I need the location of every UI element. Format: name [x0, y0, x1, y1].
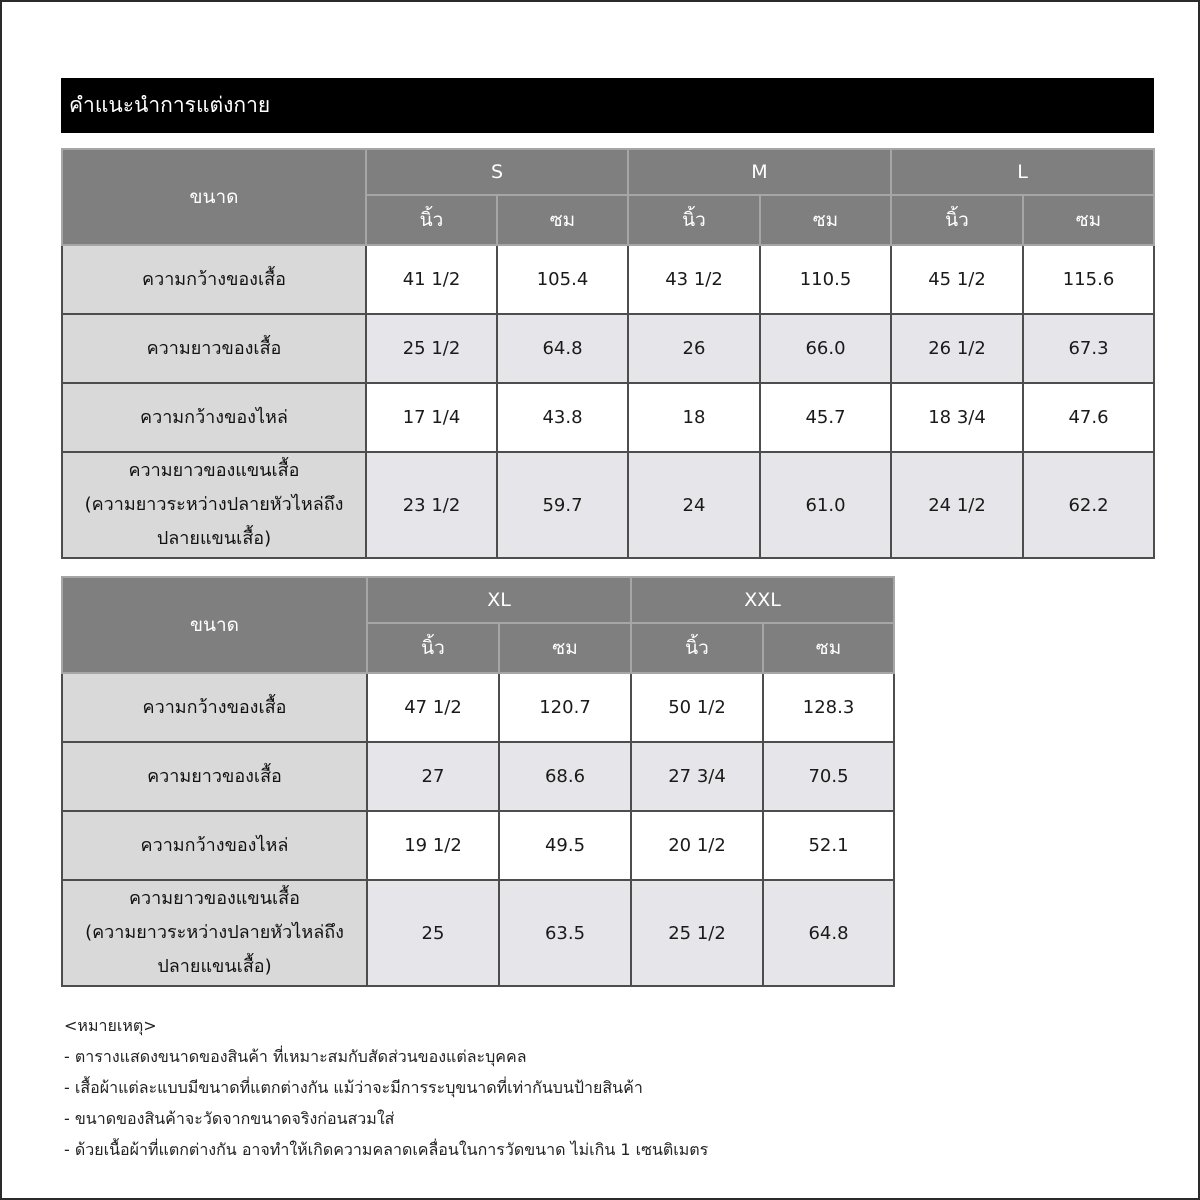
- row-label-shoulder-width: ความกว้างของไหล่: [62, 811, 367, 880]
- row-label-body-length: ความยาวของเสื้อ: [62, 742, 367, 811]
- value-cell: 120.7: [499, 673, 631, 742]
- page-title: คำแนะนำการแต่งกาย: [61, 78, 1154, 133]
- value-cell: 68.6: [499, 742, 631, 811]
- value-cell: 23 1/2: [366, 452, 497, 558]
- notes-heading: <หมายเหตุ>: [64, 1016, 157, 1035]
- table-row: [62, 452, 1154, 558]
- table-row: [62, 383, 1154, 452]
- size-table-s-m-l: [61, 148, 1155, 559]
- size-m-header: M: [628, 149, 891, 195]
- notes-section: [64, 1010, 708, 1165]
- note-item: - ขนาดของสินค้าจะวัดจากขนาดจริงก่อนสวมใส่: [64, 1109, 395, 1128]
- unit-inch-header: นิ้ว: [631, 623, 763, 673]
- row-label-sleeve-length: ความยาวของแขนเสื้อ (ความยาวระหว่างปลายหัวไหล่ถึง ปลายแขนเสื้อ): [62, 452, 366, 558]
- row-label-chest-width: ความกว้างของเสื้อ: [62, 245, 366, 314]
- value-cell: 25: [367, 880, 499, 986]
- value-cell: 110.5: [760, 245, 891, 314]
- unit-cm-header: ซม: [499, 623, 631, 673]
- row-label-shoulder-width: ความกว้างของไหล่: [62, 383, 366, 452]
- value-cell: 43.8: [497, 383, 628, 452]
- value-cell: 17 1/4: [366, 383, 497, 452]
- unit-inch-header: นิ้ว: [628, 195, 760, 245]
- table-row: [62, 314, 1154, 383]
- table-row: [62, 811, 894, 880]
- value-cell: 47.6: [1023, 383, 1154, 452]
- value-cell: 105.4: [497, 245, 628, 314]
- value-cell: 45 1/2: [891, 245, 1023, 314]
- value-cell: 41 1/2: [366, 245, 497, 314]
- unit-cm-header: ซม: [760, 195, 891, 245]
- value-cell: 45.7: [760, 383, 891, 452]
- value-cell: 18: [628, 383, 760, 452]
- value-cell: 20 1/2: [631, 811, 763, 880]
- value-cell: 27: [367, 742, 499, 811]
- size-header: ขนาด: [62, 149, 366, 245]
- value-cell: 24 1/2: [891, 452, 1023, 558]
- value-cell: 26: [628, 314, 760, 383]
- value-cell: 63.5: [499, 880, 631, 986]
- row-label-body-length: ความยาวของเสื้อ: [62, 314, 366, 383]
- unit-inch-header: นิ้ว: [891, 195, 1023, 245]
- note-item: - เสื้อผ้าแต่ละแบบมีขนาดที่แตกต่างกัน แม้ว่าจะมีการระบุขนาดที่เท่ากันบนป้ายสินค้า: [64, 1078, 643, 1097]
- note-item: - ด้วยเนื้อผ้าที่แตกต่างกัน อาจทำให้เกิดความคลาดเคลื่อนในการวัดขนาด ไม่เกิน 1 เซนติเมตร: [64, 1140, 709, 1159]
- value-cell: 64.8: [763, 880, 894, 986]
- value-cell: 47 1/2: [367, 673, 499, 742]
- value-cell: 115.6: [1023, 245, 1154, 314]
- size-xl-header: XL: [367, 577, 631, 623]
- value-cell: 27 3/4: [631, 742, 763, 811]
- row-label-sleeve-length: ความยาวของแขนเสื้อ (ความยาวระหว่างปลายหัวไหล่ถึง ปลายแขนเสื้อ): [62, 880, 367, 986]
- size-xxl-header: XXL: [631, 577, 894, 623]
- unit-cm-header: ซม: [763, 623, 894, 673]
- row-label-chest-width: ความกว้างของเสื้อ: [62, 673, 367, 742]
- value-cell: 19 1/2: [367, 811, 499, 880]
- value-cell: 43 1/2: [628, 245, 760, 314]
- table-row: [62, 245, 1154, 314]
- table-row: [62, 673, 894, 742]
- size-s-header: S: [366, 149, 628, 195]
- value-cell: 61.0: [760, 452, 891, 558]
- value-cell: 24: [628, 452, 760, 558]
- unit-cm-header: ซม: [1023, 195, 1154, 245]
- table-row: [62, 742, 894, 811]
- unit-inch-header: นิ้ว: [366, 195, 497, 245]
- unit-inch-header: นิ้ว: [367, 623, 499, 673]
- size-table-xl-xxl: [61, 576, 895, 987]
- unit-cm-header: ซม: [497, 195, 628, 245]
- value-cell: 64.8: [497, 314, 628, 383]
- value-cell: 49.5: [499, 811, 631, 880]
- value-cell: 50 1/2: [631, 673, 763, 742]
- value-cell: 59.7: [497, 452, 628, 558]
- value-cell: 18 3/4: [891, 383, 1023, 452]
- value-cell: 52.1: [763, 811, 894, 880]
- value-cell: 26 1/2: [891, 314, 1023, 383]
- value-cell: 66.0: [760, 314, 891, 383]
- size-header: ขนาด: [62, 577, 367, 673]
- value-cell: 128.3: [763, 673, 894, 742]
- value-cell: 67.3: [1023, 314, 1154, 383]
- value-cell: 62.2: [1023, 452, 1154, 558]
- note-item: - ตารางแสดงขนาดของสินค้า ที่เหมาะสมกับสัดส่วนของแต่ละบุคคล: [64, 1047, 527, 1066]
- size-l-header: L: [891, 149, 1154, 195]
- table-row: [62, 880, 894, 986]
- value-cell: 25 1/2: [631, 880, 763, 986]
- value-cell: 70.5: [763, 742, 894, 811]
- value-cell: 25 1/2: [366, 314, 497, 383]
